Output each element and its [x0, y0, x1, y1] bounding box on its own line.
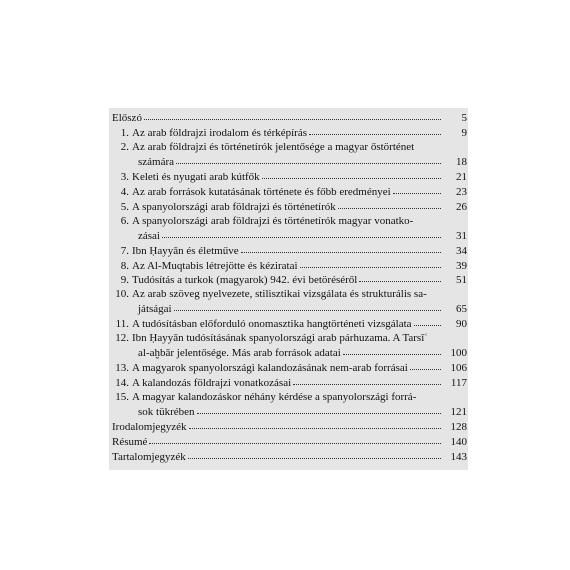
toc-page-number: 21 [456, 170, 467, 183]
toc-entry-title: A tudósításban előforduló onomasztika hangtörténeti vizsgálata [132, 318, 412, 331]
toc-entry-number: 6. [120, 214, 129, 227]
toc-page-number: 117 [450, 377, 467, 390]
dot-leader [338, 200, 441, 210]
toc-entry-number: 9. [120, 274, 129, 287]
toc-entry-2[interactable] [112, 141, 467, 170]
dot-leader [393, 185, 441, 195]
toc-entry-number: 2. [120, 140, 129, 153]
toc-entry-5[interactable] [112, 200, 467, 215]
toc-page-number: 106 [450, 362, 467, 375]
toc-entry-4[interactable] [112, 185, 467, 200]
toc-entry-12[interactable] [112, 332, 467, 361]
toc-page-number: 90 [456, 318, 467, 331]
toc-entry-title: Az Al-Muqtabis létrejötte és kéziratai [132, 259, 298, 272]
dot-leader [144, 111, 441, 121]
toc-page-number: 100 [450, 347, 467, 360]
toc-entry-title: A magyarok spanyolországi kalandozásának nem-arab forrásai [132, 362, 408, 375]
toc-entry-title: Ibn Ḥayyān tudósításának spanyolországi arab párhuzama. A Tarsīʿ [132, 332, 428, 345]
toc-page-number: 143 [450, 450, 467, 463]
toc-entry-title: Az arab források kutatásának története és főbb eredményei [132, 185, 391, 198]
toc-entry-title-continued: sok tükrében [138, 406, 195, 419]
toc-entry-number: 15. [115, 391, 129, 404]
dot-leader [174, 302, 441, 312]
toc-entry-title: A magyar kalandozáskor néhány kérdése a spanyolországi forrá- [132, 391, 417, 404]
toc-entry-number: 5. [120, 200, 129, 213]
toc-entry-title: A spanyolországi arab földrajzi és történetírók [132, 200, 336, 213]
toc-entry-title: Az arab földrajzi és történetírók jelentősége a magyar őstörténet [132, 140, 415, 153]
toc-entry-3[interactable] [112, 170, 467, 185]
toc-entry-resume[interactable] [112, 435, 467, 450]
dot-leader [149, 435, 441, 445]
dot-leader [293, 376, 441, 386]
toc-entry-6[interactable] [112, 215, 467, 244]
toc-entry-10[interactable] [112, 288, 467, 317]
toc-page-number: 31 [456, 229, 467, 242]
toc-entry-number: 8. [120, 259, 129, 272]
dot-leader [176, 155, 441, 165]
dot-leader [410, 361, 441, 371]
toc-entry-1[interactable] [112, 126, 467, 141]
toc-page-number: 26 [456, 200, 467, 213]
toc-entry-title: Az arab szöveg nyelvezete, stilisztikai vizsgálata és strukturális sa- [132, 288, 427, 301]
toc-page-number: 5 [461, 112, 467, 124]
toc-entry-number: 12. [115, 332, 129, 345]
dot-leader [300, 259, 441, 269]
toc-entry-title-continued: játságai [138, 303, 172, 316]
dot-leader [343, 346, 441, 356]
toc-entry-number: 4. [120, 185, 129, 198]
toc-page-number: 128 [450, 421, 467, 434]
toc-entry-title: Az arab földrajzi irodalom és térképírás [132, 126, 308, 139]
toc-entry-title-continued: számára [138, 155, 175, 168]
dot-leader [309, 126, 441, 136]
toc-page-number: 140 [450, 435, 467, 448]
toc-entry-11[interactable] [112, 317, 467, 332]
dot-leader [241, 244, 441, 254]
toc-page-number: 51 [456, 274, 467, 287]
toc-entry-title: Résumé [112, 435, 148, 448]
toc-entry-15[interactable] [112, 391, 467, 420]
toc-entry-contents[interactable] [112, 450, 467, 465]
toc-entry-number: 14. [115, 377, 129, 390]
toc-entry-title: A kalandozás földrajzi vonatkozásai [132, 377, 292, 390]
dot-leader [414, 317, 441, 327]
toc-entry-number: 10. [115, 288, 129, 301]
toc-page-number: 23 [456, 185, 467, 198]
toc-page-number: 18 [456, 155, 467, 168]
toc-entry-title: Tartalomjegyzék [112, 450, 186, 463]
toc-entry-number: 1. [120, 126, 129, 139]
toc-page-number: 65 [456, 303, 467, 316]
toc-entry-title-continued: zásai [138, 229, 160, 242]
toc-entry-eloszo[interactable] [112, 111, 467, 126]
toc-entry-number: 13. [115, 362, 129, 375]
dot-leader [189, 420, 441, 430]
dot-leader [359, 273, 441, 283]
toc-page-number: 9 [461, 126, 467, 139]
toc-entry-number: 7. [120, 244, 129, 257]
dot-leader [262, 170, 441, 180]
toc-entry-9[interactable] [112, 273, 467, 288]
dot-leader [188, 450, 441, 460]
toc-entry-title-continued: al-aḫbār jelentősége. Más arab források adatai [138, 347, 341, 360]
toc-page-number: 39 [456, 259, 467, 272]
toc-entry-title: Tudósítás a turkok (magyarok) 942. évi betöréséről [132, 274, 358, 287]
toc-entry-title: Előszó [112, 112, 142, 124]
toc-page-number: 34 [456, 244, 467, 257]
toc-entry-title: Ibn Ḥayyān és életműve [132, 244, 239, 257]
toc-entry-14[interactable] [112, 376, 467, 391]
dot-leader [162, 229, 441, 239]
dot-leader [197, 405, 441, 415]
toc-entry-bibliography[interactable] [112, 420, 467, 435]
toc-entry-13[interactable] [112, 361, 467, 376]
toc-entry-7[interactable] [112, 244, 467, 259]
toc-entry-title: A spanyolországi arab földrajzi és történetírók magyar vonatko- [132, 214, 414, 227]
toc-entry-title: Keleti és nyugati arab kútfők [132, 170, 260, 183]
toc-entry-title: Irodalomjegyzék [112, 421, 187, 434]
toc-entry-number: 3. [120, 170, 129, 183]
toc-entry-8[interactable] [112, 259, 467, 274]
table-of-contents [112, 111, 467, 465]
toc-page-number: 121 [450, 406, 467, 419]
toc-entry-number: 11. [115, 318, 129, 331]
